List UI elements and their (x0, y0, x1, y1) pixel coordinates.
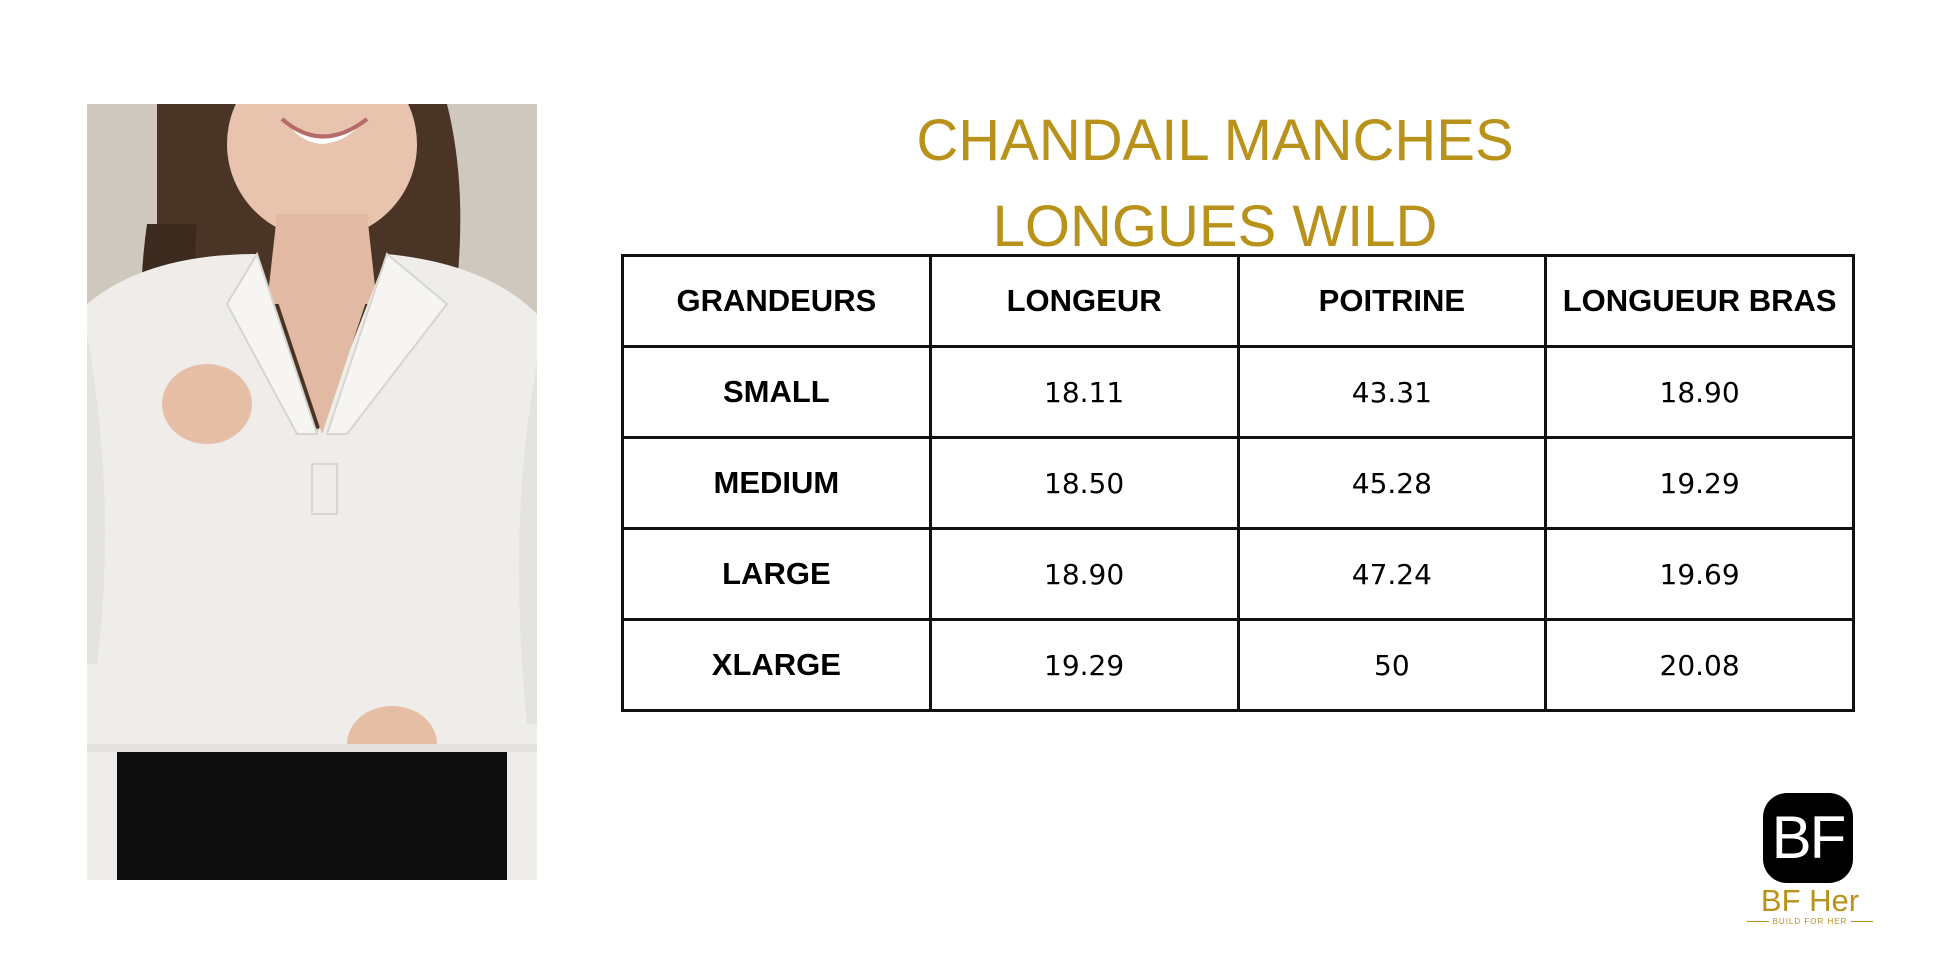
poitrine-cell: 47.24 (1238, 529, 1546, 620)
longeur-cell: 18.90 (930, 529, 1238, 620)
header-longeur: LONGEUR (930, 256, 1238, 347)
table-row (623, 620, 1854, 711)
longueur-bras-cell: 19.29 (1546, 438, 1854, 529)
longueur-bras-cell: 18.90 (1546, 347, 1854, 438)
poitrine-cell: 43.31 (1238, 347, 1546, 438)
poitrine-cell: 45.28 (1238, 438, 1546, 529)
longueur-bras-cell: 20.08 (1546, 620, 1854, 711)
table-header-row (623, 256, 1854, 347)
longeur-cell: 19.29 (930, 620, 1238, 711)
product-title (620, 98, 1810, 270)
table-row (623, 438, 1854, 529)
bf-logo-icon: BF (1763, 793, 1853, 883)
longueur-bras-cell: 19.69 (1546, 529, 1854, 620)
size-chart-table (621, 254, 1855, 712)
table-row (623, 347, 1854, 438)
brand-logo (1740, 790, 1880, 930)
brand-tagline: BUILD FOR HER (1740, 916, 1880, 928)
product-title-line-1: CHANDAIL MANCHES (916, 108, 1514, 173)
header-longueur-bras: LONGUEUR BRAS (1546, 256, 1854, 347)
longeur-cell: 18.11 (930, 347, 1238, 438)
model-wearing-sweater-illustration (87, 104, 537, 880)
product-title-line-2: LONGUES WILD (992, 194, 1438, 259)
size-name-cell: SMALL (623, 347, 931, 438)
size-name-cell: XLARGE (623, 620, 931, 711)
poitrine-cell: 50 (1238, 620, 1546, 711)
brand-name: BF Her (1760, 883, 1860, 918)
size-name-cell: MEDIUM (623, 438, 931, 529)
longeur-cell: 18.50 (930, 438, 1238, 529)
product-photo (87, 104, 537, 880)
header-poitrine: POITRINE (1238, 256, 1546, 347)
size-name-cell: LARGE (623, 529, 931, 620)
table-row (623, 529, 1854, 620)
header-grandeurs: GRANDEURS (623, 256, 931, 347)
